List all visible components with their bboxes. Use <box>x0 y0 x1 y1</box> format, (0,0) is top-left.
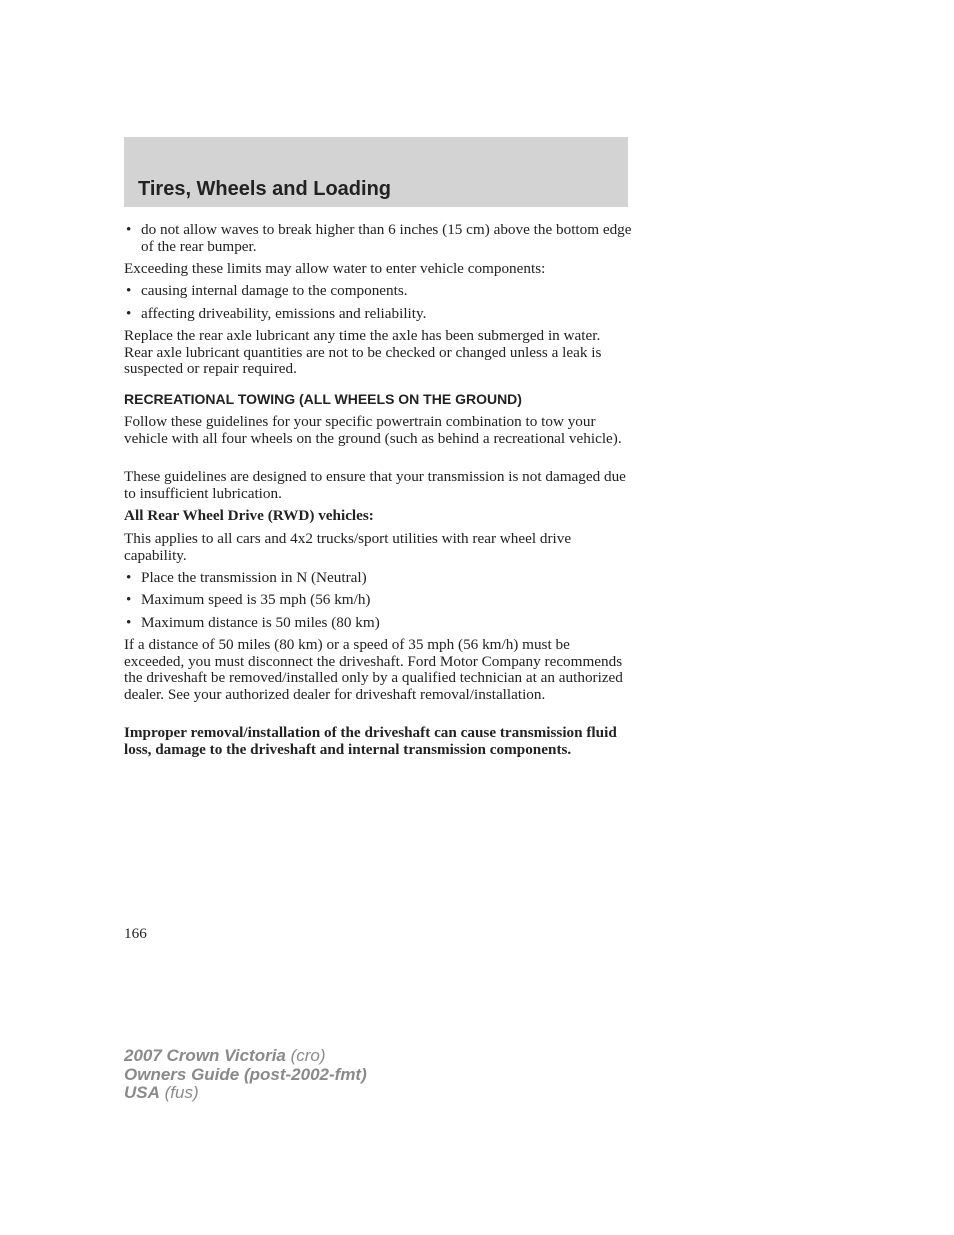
bullet-icon: • <box>126 305 132 322</box>
bullet-text: Maximum distance is 50 miles (80 km) <box>141 614 380 631</box>
paragraph: These guidelines are designed to ensure that your transmission is not damaged due to insufficient lubrication. <box>124 468 626 502</box>
section-title: Tires, Wheels and Loading <box>138 178 392 200</box>
footer-model: 2007 Crown Victoria <box>124 1046 286 1065</box>
warning-text: Improper removal/installation of the driveshaft can cause transmission fluid loss, damage to the driveshaft and internal transmission components. <box>124 724 617 758</box>
paragraph: This applies to all cars and 4x2 trucks/sport utilities with rear wheel drive capability. <box>124 530 572 564</box>
footer-market-code: (fus) <box>164 1083 199 1102</box>
bullet-text: Maximum speed is 35 mph (56 km/h) <box>141 591 371 608</box>
paragraph: Exceeding these limits may allow water to enter vehicle components: <box>124 260 546 277</box>
bold-label: All Rear Wheel Drive (RWD) vehicles: <box>124 507 374 524</box>
bullet-icon: • <box>126 221 132 238</box>
bullet-text: causing internal damage to the components. <box>141 282 408 299</box>
footer-model-code: (cro) <box>290 1046 326 1065</box>
paragraph: If a distance of 50 miles (80 km) or a speed of 35 mph (56 km/h) must be exceeded, you must disconnect the driveshaft. Ford Motor Company recommends the driveshaft be removed/installed only by a qualified technician at an authorized dealer. See your authorized dealer for driveshaft removal/installation. <box>124 636 623 703</box>
bullet-item <box>124 570 645 587</box>
document-footer <box>124 1047 367 1103</box>
bullet-text: do not allow waves to break higher than 6 inches (15 cm) above the bottom edge of the rear bumper. <box>141 221 632 255</box>
bullet-text: Place the transmission in N (Neutral) <box>141 569 367 586</box>
bullet-item <box>124 592 645 609</box>
paragraph: Follow these guidelines for your specific powertrain combination to tow your vehicle with all four wheels on the ground (such as behind a recreational vehicle). <box>124 413 622 447</box>
footer-market: USA <box>124 1083 160 1102</box>
bullet-icon: • <box>126 569 132 586</box>
bullet-item <box>124 222 645 255</box>
bullet-item <box>124 615 645 632</box>
bullet-icon: • <box>126 614 132 631</box>
bullet-text: affecting driveability, emissions and reliability. <box>141 305 427 322</box>
section-header <box>124 137 628 207</box>
page-number: 166 <box>124 925 147 942</box>
bullet-item <box>124 283 645 300</box>
bullet-item <box>124 306 645 323</box>
subsection-heading: RECREATIONAL TOWING (ALL WHEELS ON THE GROUND) <box>124 391 522 407</box>
footer-guide: Owners Guide (post-2002-fmt) <box>124 1064 367 1084</box>
paragraph: Replace the rear axle lubricant any time the axle has been submerged in water. Rear axle lubricant quantities are not to be checked or changed unless a leak is suspected or repair required. <box>124 327 602 377</box>
bullet-icon: • <box>126 282 132 299</box>
bullet-icon: • <box>126 591 132 608</box>
